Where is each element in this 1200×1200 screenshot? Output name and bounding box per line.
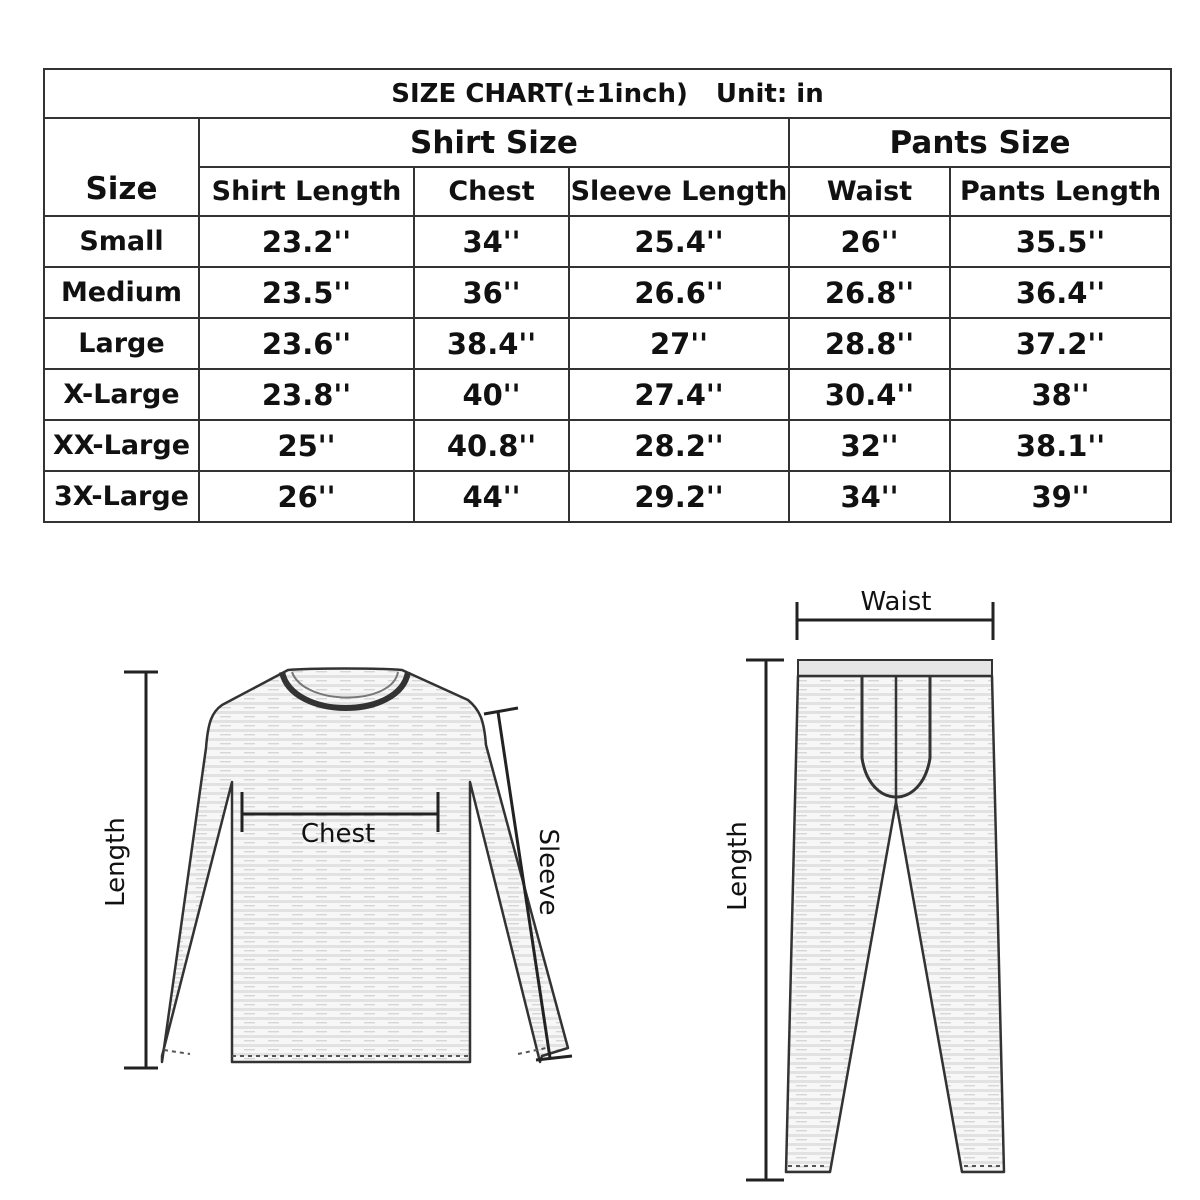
shirt-length-cell: 25'' <box>199 420 414 471</box>
waist-cell: 28.8'' <box>789 318 950 369</box>
chest-cell: 40'' <box>414 369 569 420</box>
pants-size-header: Pants Size <box>789 118 1171 167</box>
size-chart-table <box>43 68 1172 523</box>
sleeve-length-cell: 29.2'' <box>569 471 789 522</box>
size-cell: Medium <box>44 267 199 318</box>
waist-cell: 34'' <box>789 471 950 522</box>
pants-length-label: Length <box>723 821 753 911</box>
sleeve-length-cell: 26.6'' <box>569 267 789 318</box>
size-cell: 3X-Large <box>44 471 199 522</box>
chest-cell: 34'' <box>414 216 569 267</box>
column-header-row <box>44 167 1171 216</box>
pants-length-cell: 36.4'' <box>950 267 1171 318</box>
shirt-length-cell: 23.8'' <box>199 369 414 420</box>
column-header: Waist <box>789 167 950 216</box>
table-row <box>44 369 1171 420</box>
sleeve-length-cell: 28.2'' <box>569 420 789 471</box>
title-row <box>44 69 1171 118</box>
title-text: SIZE CHART(±1inch) <box>391 78 688 109</box>
shirt-illustration <box>162 669 568 1063</box>
pants-length-cell: 38'' <box>950 369 1171 420</box>
waist-cell: 26'' <box>789 216 950 267</box>
shirt-length-label: Length <box>101 817 131 907</box>
pants-illustration <box>786 660 1004 1172</box>
pants-length-cell: 35.5'' <box>950 216 1171 267</box>
table-row <box>44 318 1171 369</box>
sleeve-length-cell: 27'' <box>569 318 789 369</box>
chest-cell: 44'' <box>414 471 569 522</box>
pants-length-arrow <box>746 660 784 1180</box>
table-row <box>44 267 1171 318</box>
chest-cell: 38.4'' <box>414 318 569 369</box>
unit-text: Unit: in <box>715 78 824 109</box>
shirt-length-cell: 23.2'' <box>199 216 414 267</box>
left-cuff-stitch <box>164 1050 190 1054</box>
column-header: Pants Length <box>950 167 1171 216</box>
table-row <box>44 420 1171 471</box>
pants-length-cell: 39'' <box>950 471 1171 522</box>
sleeve-label: Sleeve <box>533 828 563 916</box>
size-cell: Small <box>44 216 199 267</box>
size-cell: XX-Large <box>44 420 199 471</box>
waist-cell: 32'' <box>789 420 950 471</box>
size-chart-title <box>44 69 1171 118</box>
sleeve-length-cell: 25.4'' <box>569 216 789 267</box>
pants-waistband <box>798 660 992 676</box>
column-header: Shirt Length <box>199 167 414 216</box>
size-cell: Large <box>44 318 199 369</box>
shirt-size-header: Shirt Size <box>199 118 789 167</box>
waist-cell: 26.8'' <box>789 267 950 318</box>
pants-length-cell: 37.2'' <box>950 318 1171 369</box>
garment-measurement-diagram <box>0 540 1200 1200</box>
column-header: Size <box>44 118 199 216</box>
column-header: Chest <box>414 167 569 216</box>
shirt-length-cell: 26'' <box>199 471 414 522</box>
sleeve-length-cell: 27.4'' <box>569 369 789 420</box>
chest-cell: 36'' <box>414 267 569 318</box>
waist-label: Waist <box>860 587 932 617</box>
group-header-row <box>44 118 1171 167</box>
waist-cell: 30.4'' <box>789 369 950 420</box>
column-header: Sleeve Length <box>569 167 789 216</box>
table-row <box>44 471 1171 522</box>
shirt-outline <box>162 669 568 1063</box>
pants-length-cell: 38.1'' <box>950 420 1171 471</box>
chest-label: Chest <box>300 819 376 849</box>
shirt-length-cell: 23.6'' <box>199 318 414 369</box>
shirt-length-cell: 23.5'' <box>199 267 414 318</box>
size-cell: X-Large <box>44 369 199 420</box>
table-row <box>44 216 1171 267</box>
chest-cell: 40.8'' <box>414 420 569 471</box>
